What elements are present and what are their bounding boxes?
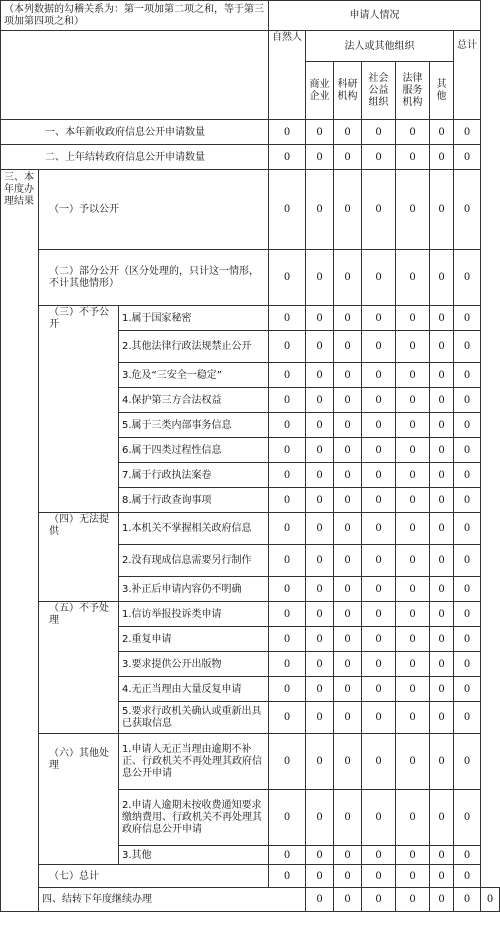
cell-value: 0: [269, 652, 306, 677]
cell-value: 0: [396, 120, 430, 145]
cell-value: 0: [362, 846, 396, 865]
cell-value: 0: [454, 363, 481, 388]
cell-value: 0: [454, 734, 481, 790]
cell-value: 0: [396, 627, 430, 652]
cell-value: 0: [396, 577, 430, 602]
cell-value: 0: [396, 602, 430, 627]
cell-value: 0: [430, 306, 454, 331]
subcol-public-welfare: 社会公益组织: [362, 62, 396, 120]
cell-value: 0: [334, 438, 362, 463]
cell-value: 0: [430, 413, 454, 438]
cell-value: 0: [481, 888, 500, 912]
cell-value: 0: [334, 170, 362, 250]
row-label: 2.其他法律行政法规禁止公开: [119, 331, 269, 363]
cell-value: 0: [269, 331, 306, 363]
cell-value: 0: [306, 388, 334, 413]
cell-value: 0: [396, 846, 430, 865]
cell-value: 0: [396, 677, 430, 702]
cell-value: 0: [334, 413, 362, 438]
cell-value: 0: [396, 331, 430, 363]
cell-value: 0: [362, 677, 396, 702]
cell-value: 0: [269, 413, 306, 438]
cell-value: 0: [430, 170, 454, 250]
cell-value: 0: [306, 306, 334, 331]
cell-value: 0: [362, 545, 396, 577]
cell-value: 0: [306, 250, 334, 306]
cell-value: 0: [306, 846, 334, 865]
cell-value: 0: [454, 513, 481, 545]
row-label: 1.属于国家秘密: [119, 306, 269, 331]
cell-value: 0: [362, 250, 396, 306]
cell-value: 0: [362, 652, 396, 677]
cell-value: 0: [269, 513, 306, 545]
cell-value: 0: [334, 306, 362, 331]
cell-value: 0: [454, 846, 481, 865]
cell-value: 0: [454, 145, 481, 170]
cell-value: 0: [396, 702, 430, 734]
cell-value: 0: [269, 577, 306, 602]
cell-value: 0: [334, 702, 362, 734]
cell-value: 0: [269, 438, 306, 463]
cell-value: 0: [306, 513, 334, 545]
cell-value: 0: [306, 652, 334, 677]
row-label: 3.要求提供公开出版物: [119, 652, 269, 677]
cell-value: 0: [269, 145, 306, 170]
cell-value: 0: [454, 413, 481, 438]
cell-value: 0: [269, 846, 306, 865]
cell-value: 0: [334, 513, 362, 545]
cell-value: 0: [269, 677, 306, 702]
cell-value: 0: [362, 388, 396, 413]
cell-value: 0: [362, 602, 396, 627]
cell-value: 0: [269, 865, 306, 888]
header-total: 总计: [454, 31, 481, 120]
cell-value: 0: [454, 602, 481, 627]
row-label: 3.其他: [119, 846, 269, 865]
cell-value: 0: [362, 577, 396, 602]
cell-value: 0: [396, 463, 430, 488]
cell-value: 0: [362, 145, 396, 170]
cell-value: 0: [334, 488, 362, 513]
cell-value: 0: [334, 120, 362, 145]
cell-value: 0: [396, 438, 430, 463]
cell-value: 0: [430, 702, 454, 734]
cell-value: 0: [362, 413, 396, 438]
cell-value: 0: [430, 865, 454, 888]
header-description: （本列数据的勾稽关系为：第一项加第二项之和，等于第三项加第四项之和）: [1, 1, 269, 31]
cell-value: 0: [306, 413, 334, 438]
cell-value: 0: [454, 702, 481, 734]
cell-value: 0: [430, 363, 454, 388]
cell-value: 0: [269, 545, 306, 577]
cell-value: 0: [430, 120, 454, 145]
cell-value: 0: [430, 677, 454, 702]
cell-value: 0: [334, 734, 362, 790]
cell-value: 0: [362, 627, 396, 652]
subcol-legal-service: 法律服务机构: [396, 62, 430, 120]
row-label: 二、上年结转政府信息公开申请数量: [1, 145, 269, 170]
cell-value: 0: [362, 865, 396, 888]
cell-value: 0: [334, 463, 362, 488]
cell-value: 0: [396, 388, 430, 413]
cell-value: 0: [334, 790, 362, 846]
row-label: 5.要求行政机关确认或重新出具已获取信息: [119, 702, 269, 734]
cell-value: 0: [269, 388, 306, 413]
cell-value: 0: [396, 488, 430, 513]
cell-value: 0: [362, 363, 396, 388]
cell-value: 0: [454, 865, 481, 888]
cell-value: 0: [269, 120, 306, 145]
cell-value: 0: [396, 652, 430, 677]
cell-value: 0: [269, 463, 306, 488]
cell-value: 0: [334, 363, 362, 388]
subcol-research: 科研机构: [334, 62, 362, 120]
cell-value: 0: [334, 577, 362, 602]
cell-value: 0: [334, 888, 362, 912]
cell-value: 0: [396, 363, 430, 388]
cell-value: 0: [306, 702, 334, 734]
cell-value: 0: [362, 734, 396, 790]
cell-value: 0: [454, 120, 481, 145]
cell-value: 0: [454, 438, 481, 463]
cell-value: 0: [396, 145, 430, 170]
cell-value: 0: [430, 513, 454, 545]
cell-value: 0: [306, 577, 334, 602]
cell-value: 0: [430, 846, 454, 865]
cell-value: 0: [430, 331, 454, 363]
cell-value: 0: [306, 734, 334, 790]
cell-value: 0: [306, 602, 334, 627]
cell-value: 0: [396, 413, 430, 438]
cell-value: 0: [306, 463, 334, 488]
cell-value: 0: [396, 865, 430, 888]
header-blank: [1, 31, 269, 120]
cell-value: 0: [430, 545, 454, 577]
cell-value: 0: [306, 488, 334, 513]
row-label: （一）予以公开: [39, 170, 269, 250]
cell-value: 0: [430, 388, 454, 413]
cell-value: 0: [454, 790, 481, 846]
row-label: 4.保护第三方合法权益: [119, 388, 269, 413]
cell-value: 0: [269, 170, 306, 250]
cell-value: 0: [269, 790, 306, 846]
cell-value: 0: [454, 488, 481, 513]
row-label: 2.没有现成信息需要另行制作: [119, 545, 269, 577]
cell-value: 0: [454, 627, 481, 652]
cell-value: 0: [269, 488, 306, 513]
row-label: 2.重复申请: [119, 627, 269, 652]
header-applicant: 申请人情况: [269, 1, 481, 31]
row-label: 一、本年新收政府信息公开申请数量: [1, 120, 269, 145]
row-label: 3.补正后申请内容仍不明确: [119, 577, 269, 602]
row-label: 3.危及“三安全一稳定”: [119, 363, 269, 388]
cell-value: 0: [334, 388, 362, 413]
cell-value: 0: [362, 702, 396, 734]
cell-value: 0: [306, 888, 334, 912]
cell-value: 0: [306, 331, 334, 363]
cell-value: 0: [396, 790, 430, 846]
cell-value: 0: [454, 388, 481, 413]
cell-value: 0: [430, 652, 454, 677]
cell-value: 0: [454, 545, 481, 577]
cell-value: 0: [269, 627, 306, 652]
cell-value: 0: [454, 652, 481, 677]
cell-value: 0: [362, 306, 396, 331]
cell-value: 0: [362, 438, 396, 463]
cell-value: 0: [334, 846, 362, 865]
cell-value: 0: [306, 865, 334, 888]
cell-value: 0: [269, 306, 306, 331]
cell-value: 0: [334, 627, 362, 652]
cell-value: 0: [334, 865, 362, 888]
cell-value: 0: [396, 888, 430, 912]
cell-value: 0: [269, 602, 306, 627]
cell-value: 0: [362, 170, 396, 250]
cell-value: 0: [454, 463, 481, 488]
row-label: 1.申请人无正当理由逾期不补正、行政机关不再处理其政府信息公开申请: [119, 734, 269, 790]
cell-value: 0: [306, 438, 334, 463]
cell-value: 0: [269, 734, 306, 790]
cell-value: 0: [306, 120, 334, 145]
cell-value: 0: [430, 577, 454, 602]
header-natural-person: 自然人: [269, 31, 306, 120]
cell-value: 0: [334, 145, 362, 170]
cell-value: 0: [362, 513, 396, 545]
section-3-text: 三、本年度办理结果: [4, 172, 34, 207]
cell-value: 0: [430, 488, 454, 513]
header-legal-person: 法人或其他组织: [306, 31, 454, 62]
row-label: （二）部分公开（区分处理的，只计这一情形，不计其他情形）: [39, 250, 269, 306]
cell-value: 0: [362, 790, 396, 846]
cell-value: 0: [334, 250, 362, 306]
group-4-label: （四）无法提供: [39, 513, 119, 602]
cell-value: 0: [362, 888, 396, 912]
cell-value: 0: [306, 170, 334, 250]
row-label: 四、结转下年度继续办理: [39, 888, 306, 912]
cell-value: 0: [430, 734, 454, 790]
row-label: 1.本机关不掌握相关政府信息: [119, 513, 269, 545]
cell-value: 0: [269, 250, 306, 306]
subcol-business: 商业企业: [306, 62, 334, 120]
cell-value: 0: [454, 331, 481, 363]
cell-value: 0: [454, 306, 481, 331]
cell-value: 0: [306, 363, 334, 388]
cell-value: 0: [334, 652, 362, 677]
cell-value: 0: [306, 677, 334, 702]
cell-value: 0: [362, 120, 396, 145]
cell-value: 0: [454, 888, 481, 912]
group-5-label: （五）不予处理: [39, 602, 119, 734]
cell-value: 0: [430, 250, 454, 306]
cell-value: 0: [334, 602, 362, 627]
cell-value: 0: [430, 627, 454, 652]
cell-value: 0: [454, 577, 481, 602]
cell-value: 0: [396, 306, 430, 331]
row-label: （七）总计: [39, 865, 269, 888]
cell-value: 0: [269, 363, 306, 388]
group-3-label: （三）不予公开: [39, 306, 119, 513]
row-label: 7.属于行政执法案卷: [119, 463, 269, 488]
cell-value: 0: [430, 602, 454, 627]
cell-value: 0: [362, 331, 396, 363]
group-6-label: （六）其他处理: [39, 734, 119, 865]
cell-value: 0: [334, 331, 362, 363]
cell-value: 0: [454, 170, 481, 250]
cell-value: 0: [362, 463, 396, 488]
cell-value: 0: [334, 677, 362, 702]
cell-value: 0: [430, 790, 454, 846]
cell-value: 0: [396, 734, 430, 790]
row-label: 4.无正当理由大量反复申请: [119, 677, 269, 702]
cell-value: 0: [454, 250, 481, 306]
cell-value: 0: [306, 545, 334, 577]
cell-value: 0: [396, 250, 430, 306]
cell-value: 0: [430, 463, 454, 488]
cell-value: 0: [334, 545, 362, 577]
cell-value: 0: [454, 677, 481, 702]
section-3-label: [1, 170, 39, 912]
cell-value: 0: [396, 513, 430, 545]
subcol-other: 其他: [430, 62, 454, 120]
row-label: 8.属于行政查询事项: [119, 488, 269, 513]
cell-value: 0: [269, 702, 306, 734]
row-label: 1.信访举报投诉类申请: [119, 602, 269, 627]
cell-value: 0: [306, 627, 334, 652]
cell-value: 0: [306, 145, 334, 170]
cell-value: 0: [306, 790, 334, 846]
cell-value: 0: [396, 170, 430, 250]
cell-value: 0: [430, 438, 454, 463]
row-label: 6.属于四类过程性信息: [119, 438, 269, 463]
row-label: 2.申请人逾期未按收费通知要求缴纳费用、行政机关不再处理其政府信息公开申请: [119, 790, 269, 846]
cell-value: 0: [430, 145, 454, 170]
row-label: 5.属于三类内部事务信息: [119, 413, 269, 438]
cell-value: 0: [396, 545, 430, 577]
cell-value: 0: [430, 888, 454, 912]
cell-value: 0: [362, 488, 396, 513]
